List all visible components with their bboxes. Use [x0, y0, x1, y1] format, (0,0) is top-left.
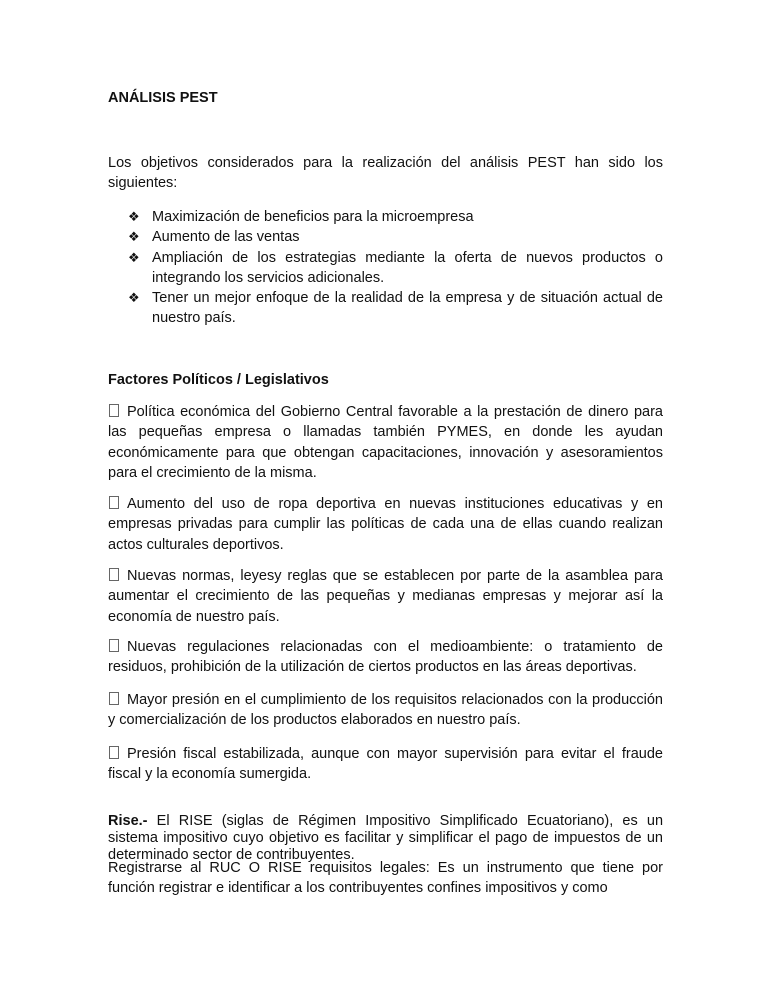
checkbox-glyph-icon — [109, 568, 119, 581]
objective-text: Maximización de beneficios para la microempresa — [152, 209, 474, 225]
factor-paragraph — [108, 494, 663, 555]
checkbox-glyph-icon — [109, 404, 119, 417]
rise-paragraph — [108, 813, 663, 864]
objective-item — [128, 207, 663, 227]
objective-item — [128, 227, 663, 247]
rise-text: El RISE (siglas de Régimen Impositivo Simplificado Ecuatoriano), es un sistema impositivo cuyo objetivo es facilitar y simplificar el pago de impuestos de un determinado sector de contribuyentes. — [108, 812, 664, 863]
ruc-paragraph: Registrarse al RUC O RISE requisitos legales: Es un instrumento que tiene por función registrar e identificar a los contribuyentes confines impositivos y como — [108, 860, 663, 897]
factor-text: Aumento del uso de ropa deportiva en nuevas instituciones educativas y en empresas privadas para cumplir las políticas de cada una de ellas cuando realizan actos culturales deportivos. — [108, 496, 663, 553]
diamond-bullet-icon: ❖ — [128, 290, 140, 306]
checkbox-glyph-icon — [109, 692, 119, 705]
factor-text: Mayor presión en el cumplimiento de los requisitos relacionados con la producción y comercialización de los productos elaborados en nuestro país. — [108, 692, 663, 729]
checkbox-glyph-icon — [109, 496, 119, 509]
objective-item — [128, 248, 663, 289]
diamond-bullet-icon: ❖ — [128, 229, 140, 245]
objective-item — [128, 288, 663, 329]
factor-paragraph — [108, 637, 663, 678]
objective-text: Tener un mejor enfoque de la realidad de la empresa y de situación actual de nuestro país. — [152, 290, 663, 327]
factor-text: Nuevas regulaciones relacionadas con el medioambiente: o tratamiento de residuos, prohibición de la utilización de ciertos productos en las áreas deportivas. — [108, 639, 663, 676]
objective-text: Ampliación de los estrategias mediante la oferta de nuevos productos o integrando los servicios adicionales. — [152, 249, 663, 286]
factor-paragraph — [108, 402, 663, 483]
rise-label: Rise.- — [108, 812, 148, 829]
document-page — [108, 0, 663, 994]
section-title-political: Factores Políticos / Legislativos — [108, 372, 329, 388]
factor-text: Nuevas normas, leyesy reglas que se establecen por parte de la asamblea para aumentar el crecimiento de las pequeñas y medianas empresas y mejorar así la economía de nuestro país. — [108, 568, 663, 625]
diamond-bullet-icon: ❖ — [128, 209, 140, 224]
factor-text: Presión fiscal estabilizada, aunque con mayor supervisión para evitar el fraude fiscal y la economía sumergida. — [108, 746, 663, 783]
factor-paragraph — [108, 690, 663, 731]
factor-text: Política económica del Gobierno Central favorable a la prestación de dinero para las pequeñas empresa o llamadas también PYMES, en donde les ayudan económicamente para que obtengan capacitaciones, innovación y asesoramientos para el crecimiento de la misma. — [108, 404, 663, 481]
diamond-bullet-icon: ❖ — [128, 249, 140, 265]
objectives-list — [128, 207, 663, 329]
intro-paragraph: Los objetivos considerados para la realización del análisis PEST han sido los siguientes: — [108, 155, 663, 192]
objective-text: Aumento de las ventas — [152, 229, 300, 246]
factor-paragraph — [108, 566, 663, 627]
document-title: ANÁLISIS PEST — [108, 90, 218, 106]
checkbox-glyph-icon — [109, 746, 119, 759]
factor-paragraph — [108, 744, 663, 785]
checkbox-glyph-icon — [109, 639, 119, 652]
